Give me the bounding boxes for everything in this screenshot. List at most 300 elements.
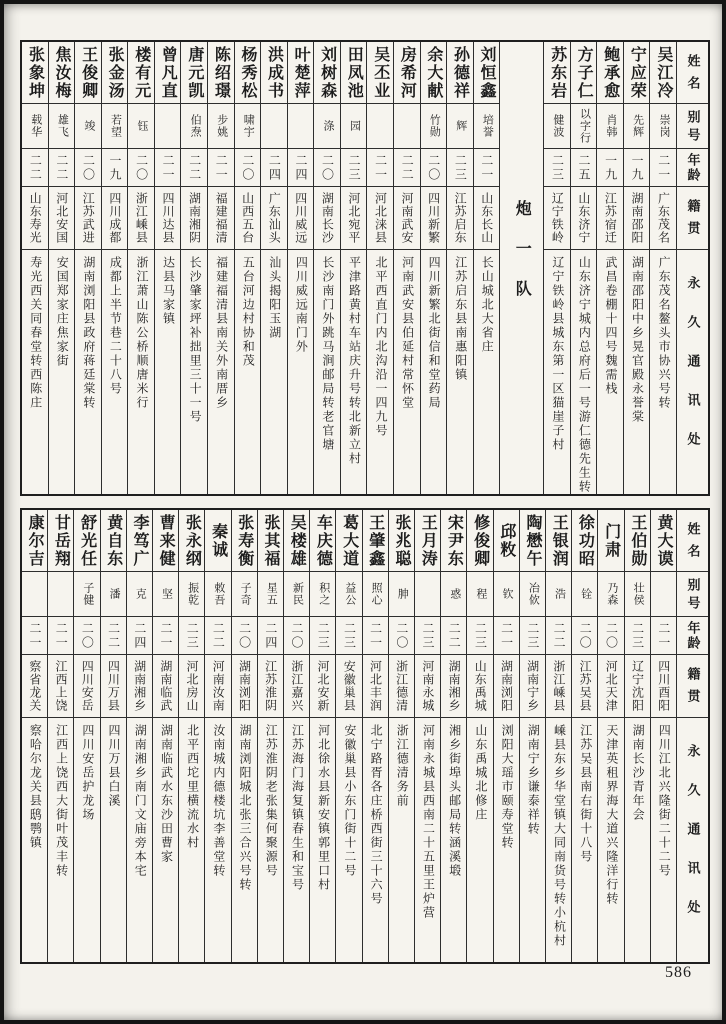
entry-age: 二二 bbox=[28, 153, 43, 182]
roster-table-bottom bbox=[20, 508, 710, 964]
entry-native-place: 山东济宁 bbox=[576, 192, 591, 244]
entry-address-cell bbox=[153, 718, 178, 962]
roster-entry bbox=[366, 42, 393, 494]
entry-address-cell bbox=[288, 250, 314, 494]
entry-alias-cell bbox=[155, 104, 181, 149]
entry-address: 河北徐水县新安镇郭里口村 bbox=[316, 724, 331, 892]
header-native: 籍贯 bbox=[685, 667, 701, 711]
entry-native-place-cell bbox=[367, 187, 393, 250]
entry-address-cell bbox=[205, 718, 230, 962]
entry-name: 王银润 bbox=[550, 513, 568, 568]
header-name: 姓名 bbox=[685, 53, 701, 98]
entry-native-place: 四川万县 bbox=[106, 660, 121, 712]
entry-native-place-cell bbox=[544, 187, 570, 250]
entry-age: 二一 bbox=[656, 153, 671, 182]
entry-alias: 辉 bbox=[454, 120, 467, 132]
entry-native-place-cell bbox=[74, 655, 99, 718]
entry-name-cell bbox=[467, 510, 492, 572]
roster-entry bbox=[127, 42, 154, 494]
entry-native-place: 湖南湘乡 bbox=[447, 660, 462, 712]
entry-native-place: 河北房山 bbox=[185, 660, 200, 712]
entry-native-place: 湖南邵阳 bbox=[629, 192, 644, 244]
entry-name: 洪成书 bbox=[265, 45, 283, 100]
entry-native-place: 湖南宁乡 bbox=[525, 660, 540, 712]
entry-alias-cell bbox=[128, 104, 154, 149]
entry-address-cell bbox=[49, 250, 75, 494]
entry-address-cell bbox=[102, 250, 128, 494]
entry-native-place: 河北天津 bbox=[604, 660, 619, 712]
entry-name: 陈绍璟 bbox=[212, 45, 230, 100]
roster-entry bbox=[204, 510, 230, 962]
entry-age: 二一 bbox=[214, 153, 229, 182]
entry-address: 江西上饶西大街叶茂丰转 bbox=[54, 724, 69, 878]
entry-address-cell bbox=[341, 250, 367, 494]
entry-name: 王伯勋 bbox=[628, 513, 646, 568]
entry-address: 长沙肇家坪补拙里三十一号 bbox=[188, 256, 203, 424]
entry-native-place: 湖南湘阴 bbox=[187, 192, 202, 244]
entry-address-cell bbox=[314, 250, 340, 494]
entry-name: 鲍承愈 bbox=[601, 45, 619, 100]
entry-native-place-cell bbox=[127, 655, 152, 718]
entry-address: 安徽巢县小东门街十二号 bbox=[342, 724, 357, 878]
entry-age-cell bbox=[102, 149, 128, 187]
header-age-cell bbox=[677, 149, 708, 187]
entry-address: 汝南城内德楼坑李善堂转 bbox=[211, 724, 226, 878]
entry-address-cell bbox=[235, 250, 261, 494]
entry-alias: 子奇 bbox=[239, 582, 252, 606]
entry-name: 吴楼雄 bbox=[288, 513, 306, 568]
entry-age: 二〇 bbox=[426, 153, 441, 182]
entry-native-place: 四川成都 bbox=[107, 192, 122, 244]
entry-address: 成都上半节巷二十八号 bbox=[108, 256, 123, 396]
roster-entry bbox=[309, 510, 335, 962]
entry-address-cell bbox=[22, 250, 48, 494]
entry-address: 湖南浏阳县政府蒋廷棠转 bbox=[81, 256, 96, 410]
entry-alias: 铨 bbox=[579, 588, 592, 600]
roster-entry bbox=[519, 510, 545, 962]
entry-alias: 雄飞 bbox=[56, 114, 69, 138]
entry-alias-cell bbox=[415, 572, 440, 617]
entry-age: 二〇 bbox=[134, 153, 149, 182]
entry-native-place-cell bbox=[310, 655, 335, 718]
entry-native-place-cell bbox=[181, 187, 207, 250]
entry-age-cell bbox=[128, 149, 154, 187]
header-native-cell bbox=[677, 187, 708, 250]
entry-age-cell bbox=[544, 149, 570, 187]
entry-address-cell bbox=[284, 718, 309, 962]
entry-age-cell bbox=[447, 149, 473, 187]
entry-native-place: 湖南临武 bbox=[158, 660, 173, 712]
roster-entry bbox=[101, 42, 128, 494]
entry-address-cell bbox=[74, 718, 99, 962]
entry-address-cell bbox=[572, 718, 597, 962]
entry-age: 二二 bbox=[400, 153, 415, 182]
entry-address: 广东茂名鳌头市协兴号转 bbox=[657, 256, 672, 410]
entry-native-place: 辽宁铁岭 bbox=[550, 192, 565, 244]
entry-age: 二四 bbox=[293, 153, 308, 182]
entry-name: 田凤池 bbox=[345, 45, 363, 100]
entry-name: 张象坤 bbox=[26, 45, 44, 100]
entry-native-place-cell bbox=[208, 187, 234, 250]
entry-native-place-cell bbox=[625, 655, 650, 718]
entry-age-cell bbox=[22, 617, 47, 655]
entry-native-place: 广东茂名 bbox=[656, 192, 671, 244]
entry-address: 四川安岳护龙场 bbox=[80, 724, 95, 822]
entry-native-place-cell bbox=[22, 187, 48, 250]
entry-address: 达县马家镇 bbox=[161, 256, 176, 326]
entry-age: 二三 bbox=[453, 153, 468, 182]
entry-alias: 乃森 bbox=[605, 582, 618, 606]
roster-entry bbox=[649, 42, 676, 494]
entry-name-cell bbox=[261, 42, 287, 104]
entry-alias: 竹勋 bbox=[428, 114, 441, 138]
entry-age-cell bbox=[179, 617, 204, 655]
entry-native-place-cell bbox=[128, 187, 154, 250]
entry-native-place-cell bbox=[288, 187, 314, 250]
roster-entry bbox=[570, 42, 597, 494]
section-label: 炮一队 bbox=[513, 200, 531, 320]
entry-alias: 浩 bbox=[553, 588, 566, 600]
entry-age: 二一 bbox=[28, 621, 42, 650]
entry-alias-cell bbox=[651, 572, 676, 617]
roster-entry bbox=[393, 42, 420, 494]
roster-entry bbox=[335, 510, 361, 962]
entry-address-cell bbox=[415, 718, 440, 962]
entry-name: 刘树森 bbox=[318, 45, 336, 100]
entry-address: 浙江德清务前 bbox=[395, 724, 410, 808]
entry-age: 二一 bbox=[161, 153, 176, 182]
entry-address-cell bbox=[367, 250, 393, 494]
entry-name-cell bbox=[102, 42, 128, 104]
entry-alias-cell bbox=[232, 572, 257, 617]
entry-address-cell bbox=[208, 250, 234, 494]
entry-native-place: 山西五台 bbox=[240, 192, 255, 244]
entry-name: 吴江冷 bbox=[654, 45, 672, 100]
entry-alias-cell bbox=[447, 104, 473, 149]
entry-age-cell bbox=[467, 617, 492, 655]
entry-address-cell bbox=[261, 250, 287, 494]
entry-address: 湘乡街埠头邮局转涵溪塅 bbox=[447, 724, 462, 878]
entry-age-cell bbox=[367, 149, 393, 187]
page-number: 586 bbox=[665, 964, 692, 981]
entry-age: 二一 bbox=[479, 153, 494, 182]
header-name-cell bbox=[677, 42, 708, 104]
entry-name-cell bbox=[520, 510, 545, 572]
entry-native-place: 浙江嵊县 bbox=[134, 192, 149, 244]
entry-age: 二一 bbox=[499, 621, 514, 650]
entry-address-cell bbox=[597, 250, 623, 494]
roster-entry bbox=[47, 510, 73, 962]
entry-native-place: 河北丰润 bbox=[368, 660, 383, 712]
entry-alias-cell bbox=[474, 104, 500, 149]
entry-alias-cell bbox=[546, 572, 571, 617]
entry-name-cell bbox=[205, 510, 230, 572]
header-address-cell bbox=[677, 718, 708, 962]
entry-address: 江苏启东县南惠阳镇 bbox=[453, 256, 468, 382]
entry-alias: 啸宇 bbox=[242, 114, 255, 138]
entry-age: 一九 bbox=[603, 153, 618, 182]
entry-address: 察哈尔龙关县鸱鹗镇 bbox=[28, 724, 43, 850]
entry-native-place: 江苏吴县 bbox=[578, 660, 593, 712]
entry-alias-cell bbox=[205, 572, 230, 617]
entry-age-cell bbox=[341, 149, 367, 187]
entry-alias-cell bbox=[544, 104, 570, 149]
entry-native-place: 四川达县 bbox=[160, 192, 175, 244]
entry-address: 湖南临武水东沙田曹家 bbox=[159, 724, 174, 864]
entry-name-cell bbox=[650, 42, 676, 104]
entry-native-place-cell bbox=[598, 655, 623, 718]
entry-age-cell bbox=[258, 617, 283, 655]
entry-name-cell bbox=[415, 510, 440, 572]
entry-alias: 胂 bbox=[396, 588, 409, 600]
entry-address: 福建福清县南关外南厝乡 bbox=[214, 256, 229, 410]
entry-address-cell bbox=[624, 250, 650, 494]
entry-age: 二三 bbox=[421, 621, 436, 650]
entry-alias-cell bbox=[421, 104, 447, 149]
entry-alias-cell bbox=[48, 572, 73, 617]
entry-name: 甘岳翔 bbox=[52, 513, 70, 568]
entry-alias-cell bbox=[22, 572, 47, 617]
entry-name-cell bbox=[235, 42, 261, 104]
entry-age: 二〇 bbox=[290, 621, 305, 650]
entry-native-place-cell bbox=[447, 187, 473, 250]
entry-alias-cell bbox=[310, 572, 335, 617]
entry-age: 二三 bbox=[347, 153, 362, 182]
entry-native-place-cell bbox=[389, 655, 414, 718]
entry-native-place-cell bbox=[520, 655, 545, 718]
entry-address-cell bbox=[310, 718, 335, 962]
entry-address-cell bbox=[598, 718, 623, 962]
entry-name: 张金汤 bbox=[106, 45, 124, 100]
entry-name: 秦诚 bbox=[209, 522, 227, 559]
entry-alias: 星五 bbox=[265, 582, 278, 606]
entry-name: 修俊卿 bbox=[471, 513, 489, 568]
header-age: 年龄 bbox=[685, 620, 701, 651]
roster-entry bbox=[624, 510, 650, 962]
entry-native-place: 四川新繁 bbox=[426, 192, 441, 244]
entry-age: 二四 bbox=[132, 621, 147, 650]
entry-name: 康尔吉 bbox=[26, 513, 44, 568]
entry-native-place: 江苏淮阴 bbox=[263, 660, 278, 712]
entry-native-place: 河北涞县 bbox=[373, 192, 388, 244]
entry-alias-cell bbox=[288, 104, 314, 149]
entry-native-place-cell bbox=[571, 187, 597, 250]
entry-alias: 若望 bbox=[109, 114, 122, 138]
entry-address-cell bbox=[625, 718, 650, 962]
roster-entry bbox=[234, 42, 261, 494]
header-name: 姓名 bbox=[685, 521, 701, 566]
entry-address: 湖南长沙青年会 bbox=[631, 724, 646, 822]
entry-address: 四川万县白溪 bbox=[107, 724, 122, 808]
entry-native-place: 浙江嘉兴 bbox=[289, 660, 304, 712]
entry-native-place: 江苏武进 bbox=[81, 192, 96, 244]
roster-entry bbox=[73, 510, 99, 962]
entry-alias: 振乾 bbox=[186, 582, 199, 606]
entry-native-place: 广东汕头 bbox=[267, 192, 282, 244]
roster-entry bbox=[257, 510, 283, 962]
entry-alias-cell bbox=[520, 572, 545, 617]
entry-name: 黄自东 bbox=[104, 513, 122, 568]
entry-age-cell bbox=[181, 149, 207, 187]
entry-native-place-cell bbox=[394, 187, 420, 250]
entry-address-cell bbox=[179, 718, 204, 962]
entry-address-cell bbox=[336, 718, 361, 962]
header-native-cell bbox=[677, 655, 708, 718]
entry-name-cell bbox=[181, 42, 207, 104]
entry-address: 长沙南门外跳马涧邮局转老官塘 bbox=[320, 256, 335, 452]
entry-alias-cell bbox=[102, 104, 128, 149]
entry-alias: 肖韩 bbox=[605, 114, 618, 138]
entry-address-cell bbox=[441, 718, 466, 962]
entry-native-place: 河北安新 bbox=[316, 660, 331, 712]
entry-native-place: 河北安国 bbox=[54, 192, 69, 244]
entry-name: 焦汝梅 bbox=[53, 45, 71, 100]
entry-name-cell bbox=[651, 510, 676, 572]
entry-alias-cell bbox=[127, 572, 152, 617]
entry-age: 二三 bbox=[550, 153, 565, 182]
entry-alias-cell bbox=[341, 104, 367, 149]
entry-address-cell bbox=[258, 718, 283, 962]
entry-alias-cell bbox=[101, 572, 126, 617]
entry-age-cell bbox=[572, 617, 597, 655]
entry-name: 李笃广 bbox=[130, 513, 148, 568]
entry-native-place: 辽宁沈阳 bbox=[630, 660, 645, 712]
roster-table-top bbox=[20, 40, 710, 496]
entry-name-cell bbox=[389, 510, 414, 572]
entry-native-place-cell bbox=[235, 187, 261, 250]
entry-native-place-cell bbox=[363, 655, 388, 718]
entry-age-cell bbox=[597, 149, 623, 187]
entry-name-cell bbox=[22, 510, 47, 572]
entry-name-cell bbox=[74, 510, 99, 572]
entry-name: 王肇鑫 bbox=[366, 513, 384, 568]
entry-native-place-cell bbox=[232, 655, 257, 718]
entry-age: 二〇 bbox=[80, 621, 95, 650]
entry-alias-cell bbox=[22, 104, 48, 149]
entry-age-cell bbox=[49, 149, 75, 187]
entry-alias: 程 bbox=[474, 588, 487, 600]
entry-native-place: 四川威远 bbox=[293, 192, 308, 244]
entry-alias: 竣 bbox=[82, 120, 95, 132]
entry-age-cell bbox=[310, 617, 335, 655]
entry-name-cell bbox=[155, 42, 181, 104]
entry-name-cell bbox=[597, 42, 623, 104]
entry-address-cell bbox=[651, 718, 676, 962]
entry-name: 邱敉 bbox=[497, 522, 515, 559]
entry-native-place-cell bbox=[48, 655, 73, 718]
roster-entry bbox=[287, 42, 314, 494]
entry-name-cell bbox=[624, 42, 650, 104]
entry-age-cell bbox=[546, 617, 571, 655]
entry-native-place: 山东长山 bbox=[479, 192, 494, 244]
entry-age: 二一 bbox=[368, 621, 383, 650]
entry-name: 张寿衡 bbox=[235, 513, 253, 568]
entry-name: 王月涛 bbox=[419, 513, 437, 568]
entry-alias-cell bbox=[572, 572, 597, 617]
entry-alias: 积之 bbox=[317, 582, 330, 606]
entry-age-cell bbox=[314, 149, 340, 187]
entry-native-place-cell bbox=[467, 655, 492, 718]
entry-name-cell bbox=[474, 42, 500, 104]
entry-address-cell bbox=[467, 718, 492, 962]
entry-age: 一九 bbox=[108, 153, 122, 182]
roster-entry bbox=[440, 510, 466, 962]
roster-entry bbox=[22, 42, 48, 494]
entry-native-place-cell bbox=[179, 655, 204, 718]
entry-alias: 涤 bbox=[321, 120, 334, 132]
entry-name-cell bbox=[421, 42, 447, 104]
entry-alias: 敕吾 bbox=[212, 582, 225, 606]
entry-alias-cell bbox=[571, 104, 597, 149]
entry-address: 天津英租界海大道兴隆洋行转 bbox=[604, 724, 619, 906]
entry-name-cell bbox=[232, 510, 257, 572]
roster-entry bbox=[178, 510, 204, 962]
entry-name: 张永纲 bbox=[183, 513, 201, 568]
entry-native-place: 江苏宿迁 bbox=[603, 192, 618, 244]
entry-native-place-cell bbox=[284, 655, 309, 718]
entry-alias-cell bbox=[389, 572, 414, 617]
entry-age: 二四 bbox=[263, 621, 278, 650]
entry-alias: 照心 bbox=[370, 582, 383, 606]
entry-address: 五台河边村协和茂 bbox=[241, 256, 256, 368]
entry-name-cell bbox=[127, 510, 152, 572]
entry-address-cell bbox=[571, 250, 597, 494]
entry-alias-cell bbox=[625, 572, 650, 617]
header-alias: 别号 bbox=[685, 577, 701, 614]
entry-age: 二二 bbox=[211, 621, 226, 650]
entry-age-cell bbox=[494, 617, 519, 655]
roster-entry bbox=[420, 42, 447, 494]
entry-address: 湖南湘乡南门文庙旁本宅 bbox=[133, 724, 148, 878]
entry-alias-cell bbox=[153, 572, 178, 617]
entry-native-place: 察省龙关 bbox=[27, 660, 42, 712]
entry-native-place: 湖南长沙 bbox=[320, 192, 335, 244]
entry-native-place-cell bbox=[22, 655, 47, 718]
entry-name: 张兆聪 bbox=[393, 513, 410, 568]
entry-age-cell bbox=[336, 617, 361, 655]
entry-alias-cell bbox=[441, 572, 466, 617]
entry-age: 一九 bbox=[630, 153, 645, 182]
entry-address: 嵊县东乡华堂镇大同南货号转小杭村 bbox=[552, 724, 567, 948]
entry-age: 二四 bbox=[267, 153, 282, 182]
entry-age-cell bbox=[74, 617, 99, 655]
entry-name-cell bbox=[367, 42, 393, 104]
entry-name: 宁应荣 bbox=[628, 45, 646, 100]
entry-age-cell bbox=[261, 149, 287, 187]
entry-address: 山东禹城北修庄 bbox=[473, 724, 488, 822]
entry-name-cell bbox=[288, 42, 314, 104]
entry-name-cell bbox=[546, 510, 571, 572]
entry-address: 北平西直门内北沟沿一四九号 bbox=[374, 256, 389, 438]
entry-name-cell bbox=[341, 42, 367, 104]
header-address: 永久通讯处 bbox=[685, 744, 701, 939]
roster-entry bbox=[545, 510, 571, 962]
roster-entry bbox=[154, 42, 181, 494]
entry-address-cell bbox=[48, 718, 73, 962]
entry-alias-cell bbox=[650, 104, 676, 149]
entry-address-cell bbox=[127, 718, 152, 962]
entry-age-cell bbox=[48, 617, 73, 655]
entry-name-cell bbox=[544, 42, 570, 104]
entry-address-cell bbox=[75, 250, 101, 494]
entry-name: 吴丕业 bbox=[371, 45, 389, 100]
entry-native-place-cell bbox=[314, 187, 340, 250]
entry-alias-cell bbox=[284, 572, 309, 617]
entry-native-place: 江西上饶 bbox=[54, 660, 69, 712]
entry-alias-cell bbox=[624, 104, 650, 149]
roster-entry bbox=[22, 510, 47, 962]
entry-alias-cell bbox=[494, 572, 519, 617]
